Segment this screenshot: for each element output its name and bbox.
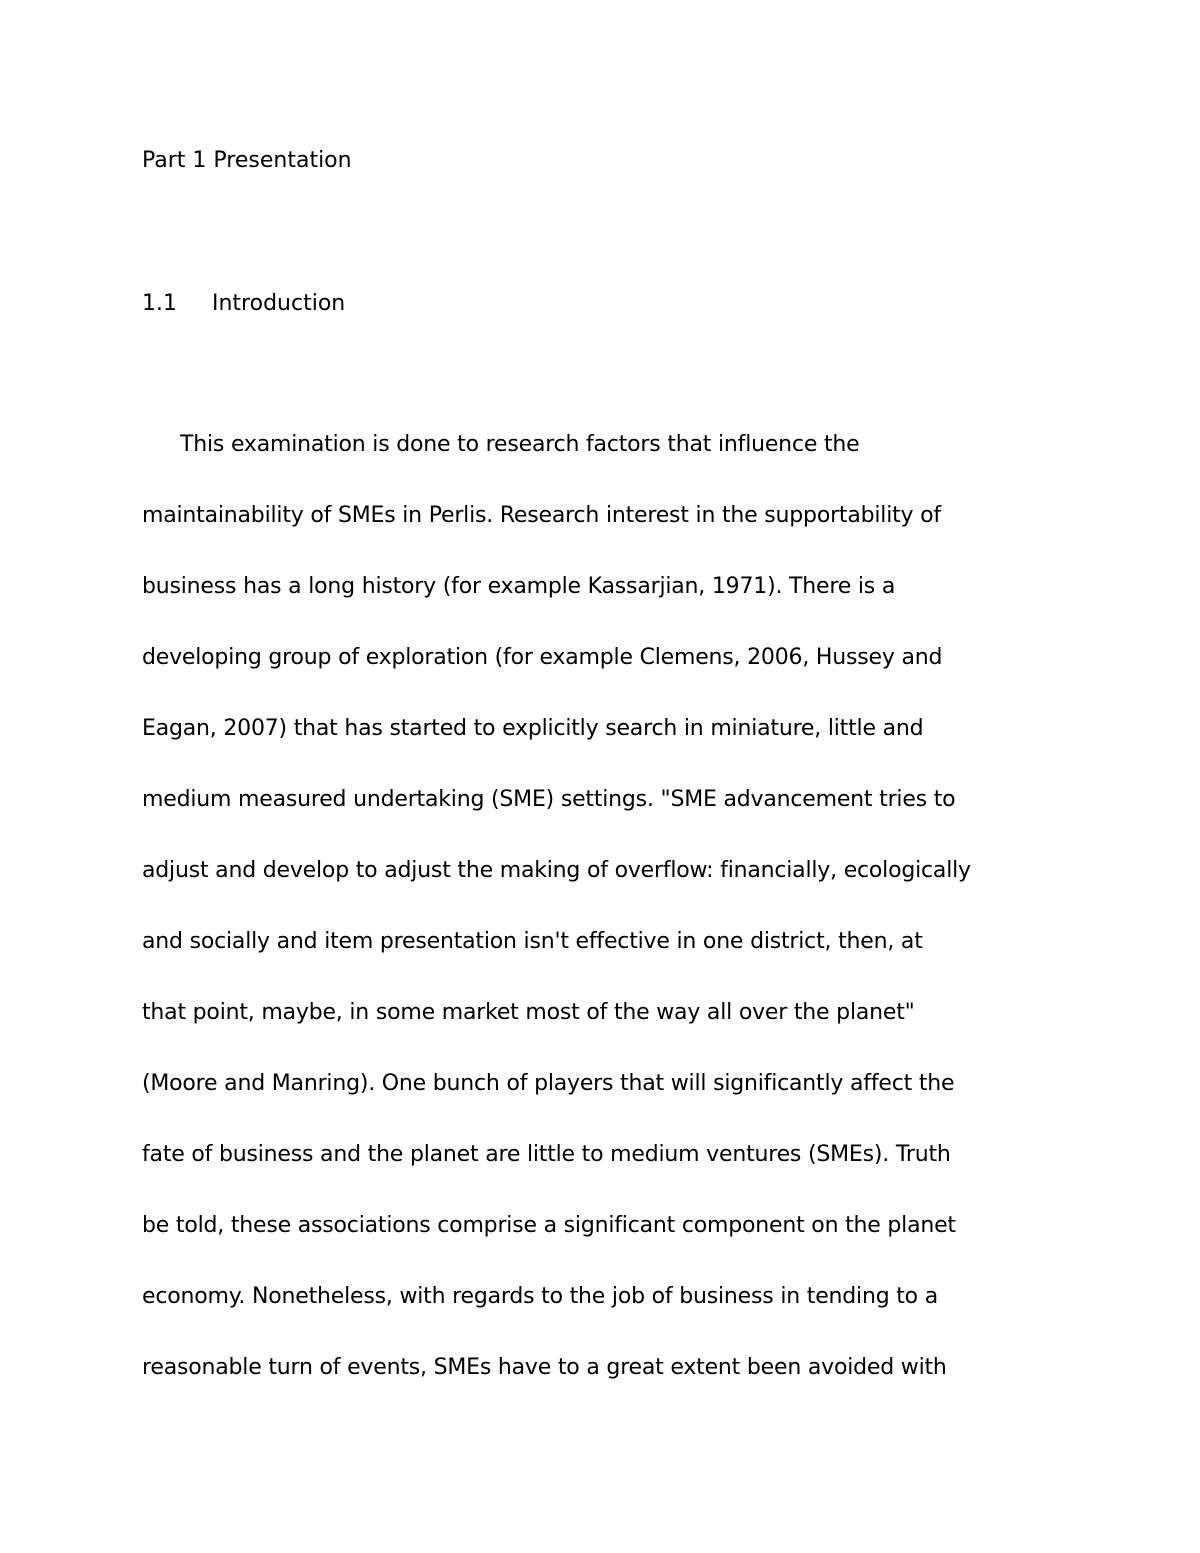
- section-number: 1.1: [142, 291, 177, 316]
- paragraph-line: reasonable turn of events, SMEs have to a great extent been avoided with: [142, 1355, 947, 1380]
- paragraph-line: fate of business and the planet are little to medium ventures (SMEs). Truth: [142, 1142, 951, 1167]
- paragraph-line: business has a long history (for example Kassarjian, 1971). There is a: [142, 574, 896, 599]
- paragraph-line: (Moore and Manring). One bunch of players that will significantly affect the: [142, 1071, 955, 1096]
- paragraph-line: maintainability of SMEs in Perlis. Research interest in the supportability of: [142, 503, 941, 528]
- paragraph-line: that point, maybe, in some market most of the way all over the planet": [142, 1000, 915, 1025]
- body-paragraph: [142, 430, 1062, 1424]
- section-title: Introduction: [212, 291, 346, 316]
- part-title: Part 1 Presentation: [142, 148, 352, 173]
- paragraph-line: Eagan, 2007) that has started to explicitly search in miniature, little and: [142, 716, 924, 741]
- paragraph-line: economy. Nonetheless, with regards to the job of business in tending to a: [142, 1284, 939, 1309]
- paragraph-line: This examination is done to research factors that influence the: [180, 432, 860, 457]
- paragraph-line: developing group of exploration (for example Clemens, 2006, Hussey and: [142, 645, 943, 670]
- paragraph-line: be told, these associations comprise a significant component on the planet: [142, 1213, 956, 1238]
- paragraph-line: adjust and develop to adjust the making of overflow: financially, ecologically: [142, 858, 971, 883]
- section-heading: [142, 289, 345, 319]
- paragraph-line: and socially and item presentation isn't effective in one district, then, at: [142, 929, 923, 954]
- paragraph-line: medium measured undertaking (SME) settings. "SME advancement tries to: [142, 787, 956, 812]
